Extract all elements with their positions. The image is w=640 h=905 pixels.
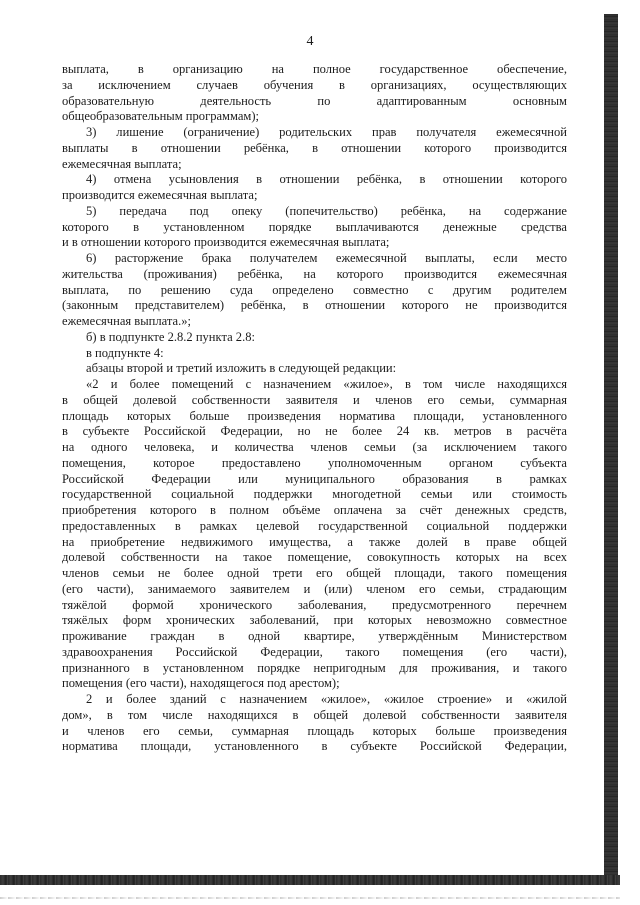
text-line: тяжёлых форм хронических заболеваний, при которых невозможно совместное [62, 613, 567, 628]
text-line: 5) передача под опеку (попечительство) ребёнка, на содержание [86, 203, 567, 218]
text-line: проживание граждан в одной квартире, утверждённым Министерством [62, 629, 567, 643]
text-line: признанного в установленном порядке непригодным для проживания, и такого [62, 660, 567, 675]
text-line: жительства (проживания) ребёнка, на которого производится ежемесячная [62, 266, 567, 281]
text-line: тяжёлой формой хронического заболевания, предусмотренного перечнем [62, 597, 567, 612]
text-line: Российской Федерации или муниципального образования в рамках [62, 471, 567, 486]
text-line: выплата, по решению суда определено совместно с другим родителем [62, 282, 567, 297]
text-line: в подпункте 4: [86, 345, 164, 360]
text-line: приобретения которого в полном объёме оплачена за счёт денежных средств, [62, 503, 567, 517]
text-line: помещения (его части), находящегося под арестом); [62, 676, 340, 691]
text-line: государственной социальной поддержки многодетной семьи или стоимость [62, 487, 567, 502]
document-body [62, 62, 567, 755]
text-line: производится ежемесячная выплата; [62, 188, 258, 202]
text-line: «2 и более помещений с назначением «жилое», в том числе находящихся [86, 377, 567, 391]
text-line: площадь которых больше произведения норматива площади, установленного [62, 408, 567, 423]
text-line: 6) расторжение брака получателем ежемесячной выплаты, если место [86, 251, 567, 265]
text-line: за исключением случаев обучения в организациях, осуществляющих [62, 77, 567, 92]
text-line: (законным представителем) ребёнка, в отношении которого не производится [62, 298, 567, 313]
text-line: норматива площади, установленного в субъекте Российской Федерации, [62, 739, 567, 754]
text-line: дом», в том числе находящихся в общей долевой собственности заявителя [62, 707, 567, 722]
scan-edge-faint-bottom [0, 897, 620, 899]
text-line: и членов его семьи, суммарная площадь которых больше произведения [62, 723, 567, 738]
text-line: которого в установленном порядке выплачиваются денежные средства [62, 219, 567, 234]
text-line: долевой собственности на такое помещение, совокупность которых на всех [62, 550, 567, 565]
text-line: образовательную деятельность по адаптированным основным [62, 93, 567, 108]
text-line: ежемесячная выплата; [62, 156, 182, 171]
text-line: здравоохранения Российской Федерации, такого помещения (его части), [62, 644, 567, 659]
text-line: на одного человека, и количества членов семьи (за исключением такого [62, 440, 567, 454]
text-line: (его части), занимаемого заявителем и (или) членом его семьи, страдающим [62, 581, 567, 596]
text-line: членов семьи не более одной трети его общей площади, такого помещения [62, 566, 567, 580]
text-line: предоставленных в рамках целевой государственной социальной поддержки [62, 518, 567, 533]
text-line: на приобретение недвижимого имущества, а также долей в праве общей [62, 534, 567, 549]
text-line: выплаты в отношении ребёнка, в отношении которого производится [62, 140, 567, 155]
text-line: в субъекте Российской Федерации, но не более 24 кв. метров в расчёта [62, 424, 567, 439]
text-line: и в отношении которого производится ежемесячная выплата; [62, 235, 390, 250]
text-line: 3) лишение (ограничение) родительских прав получателя ежемесячной [86, 125, 567, 139]
scan-edge-shadow-right [604, 14, 618, 880]
text-line: помещения, которое предоставлено уполномоченным органом субъекта [62, 455, 567, 470]
text-line: выплата, в организацию на полное государственное обеспечение, [62, 62, 567, 76]
text-line: абзацы второй и третий изложить в следующей редакции: [86, 361, 397, 376]
page-number: 4 [306, 34, 314, 49]
text-line: 2 и более зданий с назначением «жилое», «жилое строение» и «жилой [86, 692, 567, 706]
scan-edge-shadow-bottom [0, 875, 620, 885]
text-line: общеобразовательным программам); [62, 109, 260, 124]
text-line: в общей долевой собственности заявителя и членов его семьи, суммарная [62, 392, 567, 407]
text-line: ежемесячная выплата.»; [62, 314, 191, 328]
text-line: 4) отмена усыновления в отношении ребёнка, в отношении которого [86, 172, 567, 187]
text-line: б) в подпункте 2.8.2 пункта 2.8: [86, 329, 255, 344]
